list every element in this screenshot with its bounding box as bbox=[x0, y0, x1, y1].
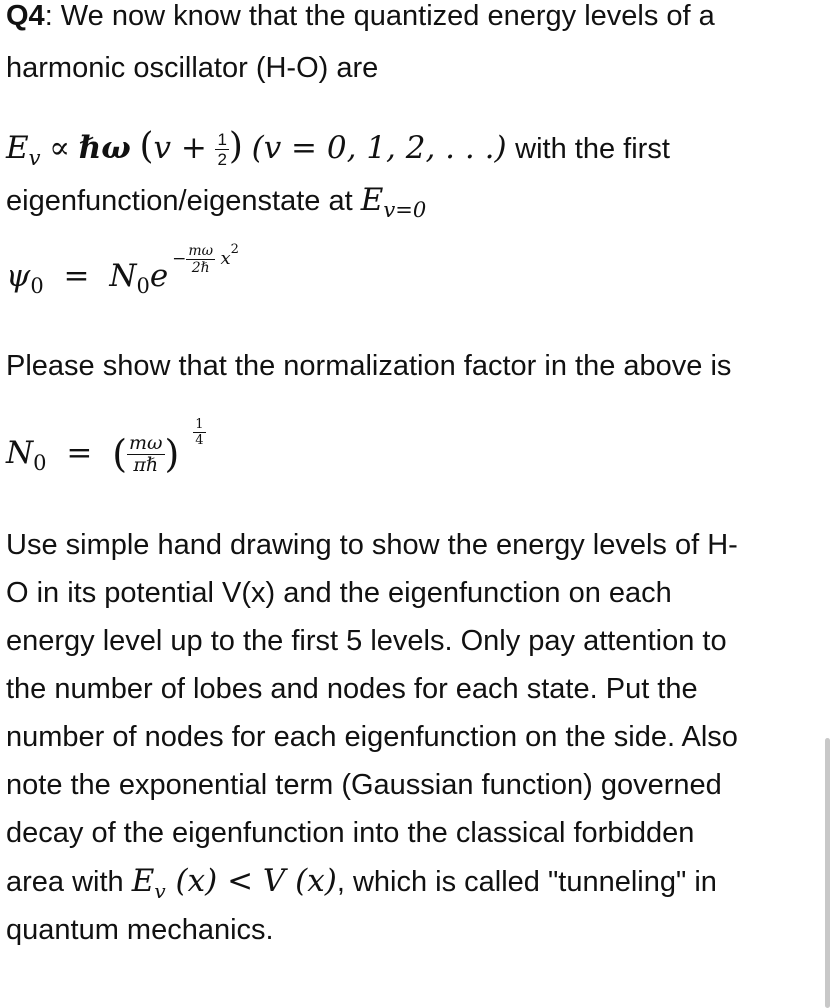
question-intro-line2: harmonic oscillator (H-O) are bbox=[6, 52, 379, 84]
normalization-prompt: Please show that the normalization factor in the above is bbox=[6, 350, 732, 382]
energy-text-after: with the first bbox=[515, 133, 670, 165]
psi-N: $N_0$ bbox=[109, 258, 150, 299]
question-intro bbox=[6, 0, 715, 40]
norm-equation bbox=[6, 416, 206, 476]
half-fraction: $\frac{1}{2}$ bbox=[217, 130, 227, 170]
energy-line2 bbox=[6, 176, 426, 225]
question-label: Q4 bbox=[6, 0, 45, 32]
question-intro-text: : We now know that the quantized energy levels of a bbox=[44, 0, 715, 32]
paren-close: ) bbox=[228, 126, 243, 167]
drawing-line-4: the number of lobes and nodes for each state. Put the bbox=[6, 673, 698, 705]
v-range: (v = 0, 1, 2, . . .) bbox=[251, 130, 507, 166]
energy-lhs: $E_v$ bbox=[6, 130, 41, 171]
drawing-line-6: note the exponential term (Gaussian function) governed bbox=[6, 769, 722, 801]
psi-lhs: $\psi_0$ bbox=[6, 258, 44, 299]
psi-exponent: − mω 2ℏ x2 bbox=[172, 242, 239, 276]
norm-equals: = bbox=[66, 434, 93, 471]
v-plus: v + bbox=[153, 130, 207, 166]
energy-equation bbox=[6, 122, 670, 174]
drawing-line-8: area with $E_v$ (x) < V (x), which is called "tunneling" in bbox=[6, 863, 717, 904]
energy-line2-text: eigenfunction/eigenstate at bbox=[6, 185, 353, 217]
scrollbar-thumb[interactable] bbox=[825, 738, 830, 1008]
norm-lhs: $N_0$ bbox=[6, 434, 47, 475]
norm-fraction: $\frac{m\omega}{\text{πℏ}}$ bbox=[129, 431, 163, 476]
drawing-paragraph bbox=[6, 521, 738, 954]
proportional-symbol: ∝ bbox=[49, 130, 71, 166]
drawing-line-7: decay of the eigenfunction into the classical forbidden bbox=[6, 817, 695, 849]
hbar-omega: ℏω bbox=[78, 130, 131, 166]
norm-power: $\frac{1}{4}$ bbox=[195, 416, 204, 448]
psi-equals: = bbox=[63, 258, 90, 294]
drawing-line-2: O in its potential V(x) and the eigenfunction on each bbox=[6, 577, 672, 609]
norm-paren-close: ) bbox=[164, 432, 180, 476]
paren-open: ( bbox=[139, 126, 154, 167]
psi-equation bbox=[6, 242, 239, 299]
norm-paren-open: ( bbox=[112, 432, 128, 476]
drawing-line-1: Use simple hand drawing to show the energy levels of H- bbox=[6, 529, 738, 561]
drawing-line-3: energy level up to the first 5 levels. Only pay attention to bbox=[6, 625, 727, 657]
drawing-line-5: number of nodes for each eigenfunction on the side. Also bbox=[6, 721, 738, 753]
drawing-line-9: quantum mechanics. bbox=[6, 914, 274, 946]
energy-line2-E: $E_{v=0}$ bbox=[360, 182, 427, 223]
psi-e: e bbox=[149, 258, 169, 294]
